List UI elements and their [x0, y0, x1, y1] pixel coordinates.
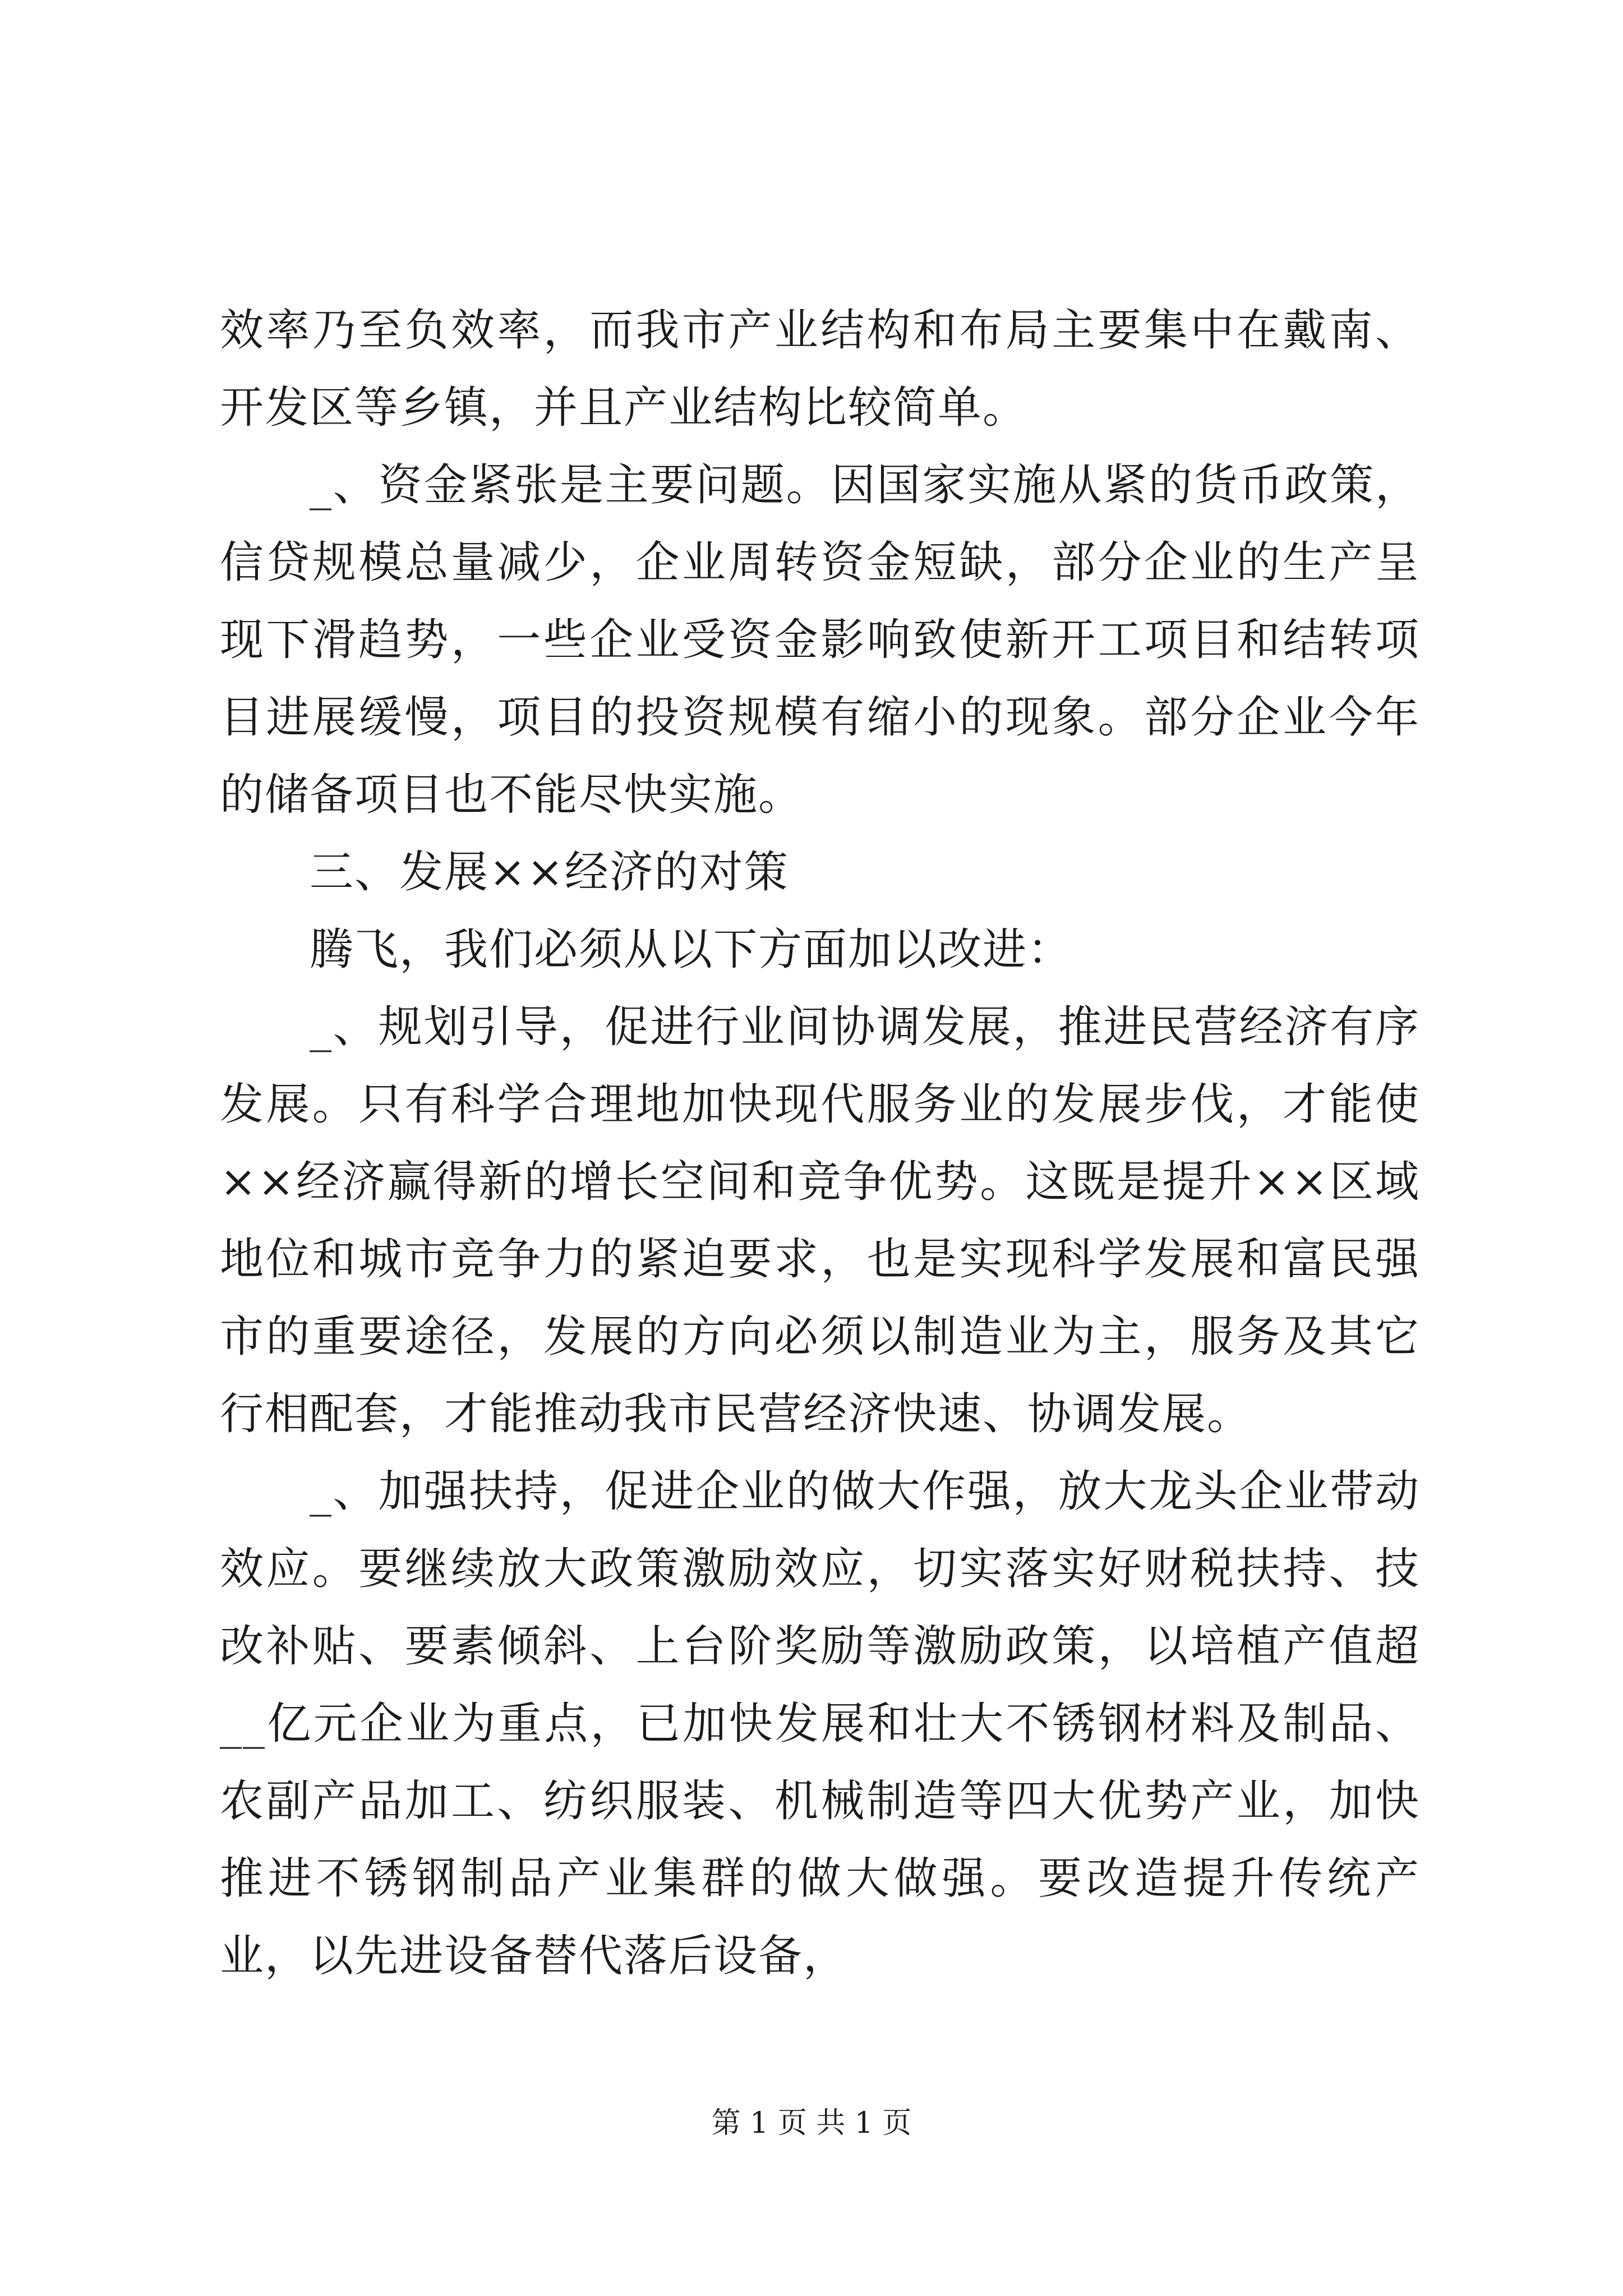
document-body [220, 292, 1420, 1995]
paragraph-4: 腾飞，我们必须从以下方面加以改进： [310, 924, 1073, 975]
page-footer: 第 1 页 共 1 页 [711, 2106, 912, 2140]
paragraph-6: _、加强扶持，促进企业的做大作强，放大龙头企业带动效应。要继续放大政策激励效应，切实落实好财税扶持、技改补贴、要素倾斜、上台阶奖励等激励政策，以培植产值超__亿元企业为重点，已加快发展和壮大不锈钢材料及制品、农副产品加工、纺织服装、机械制造等四大优势产业，加快推进不锈钢制品产业集群的做大做强。要改造提升传统产业，以先进设备替代落后设备， [220, 1466, 1420, 1981]
paragraph-2: _、资金紧张是主要问题。因国家实施从紧的货币政策，信贷规模总量减少，企业周转资金短缺，部分企业的生产呈现下滑趋势，一些企业受资金影响致使新开工项目和结转项目进展缓慢，项目的投资规模有缩小的现象。部分企业今年的储备项目也不能尽快实施。 [220, 460, 1420, 820]
section-heading: 三、发展××经济的对策 [310, 847, 789, 898]
paragraph-1: 效率乃至负效率，而我市产业结构和布局主要集中在戴南、开发区等乡镇，并且产业结构比较简单。 [220, 305, 1420, 433]
paragraph-5: _、规划引导，促进行业间协调发展，推进民营经济有序发展。只有科学合理地加快现代服务业的发展步伐，才能使××经济赢得新的增长空间和竞争优势。这既是提升××区域地位和城市竞争力的紧迫要求，也是实现科学发展和富民强市的重要途径，发展的方向必须以制造业为主，服务及其它行相配套，才能推动我市民营经济快速、协调发展。 [220, 1002, 1420, 1439]
